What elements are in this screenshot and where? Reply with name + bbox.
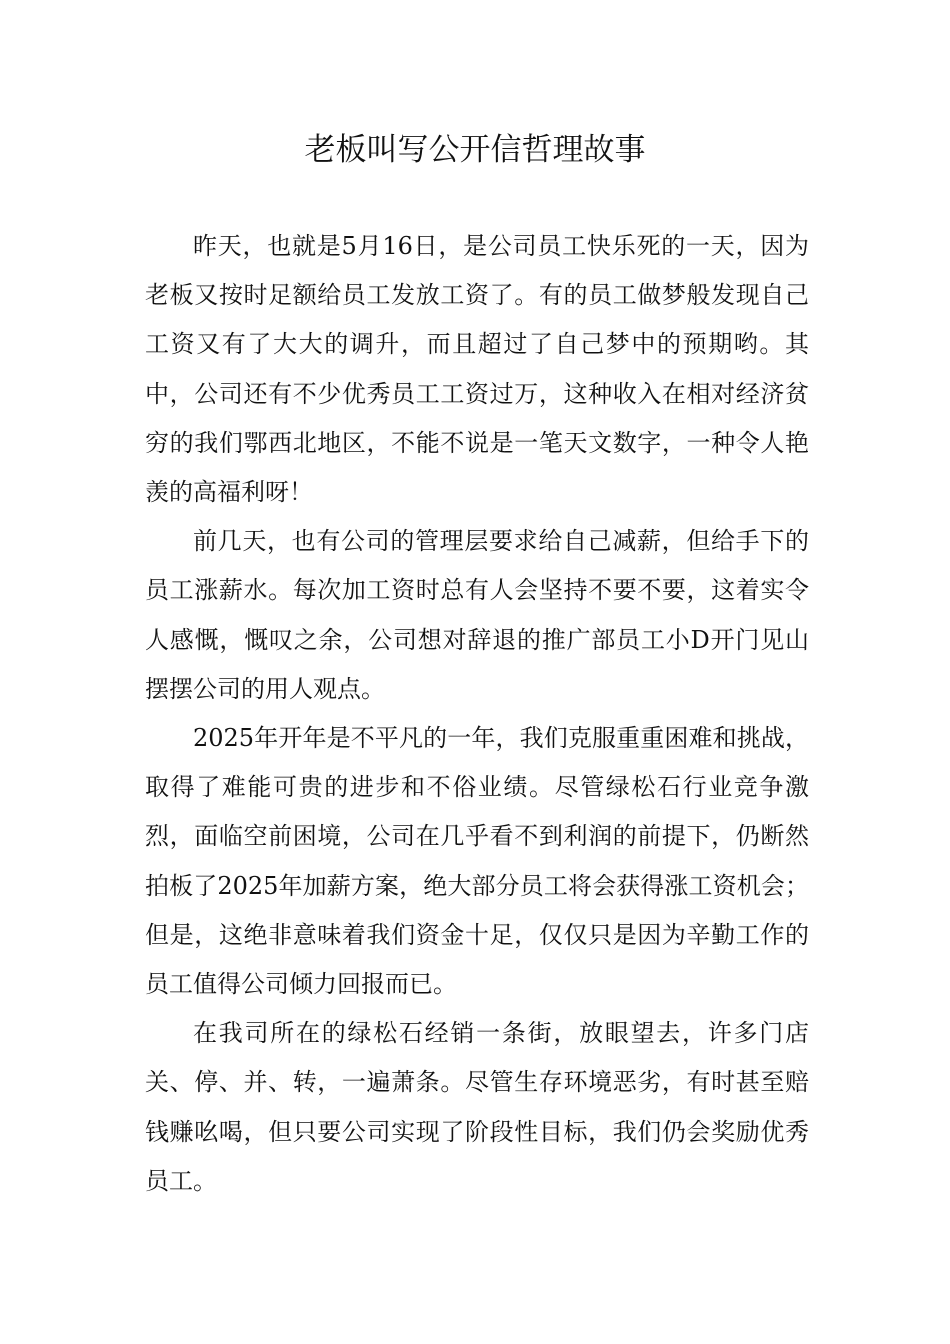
document-title: 老板叫写公开信哲理故事: [304, 132, 646, 168]
paragraph: 在我司所在的绿松石经销一条街，放眼望去，许多门店关、停、并、转，一遍萧条。尽管生存环境恶劣，有时甚至赔钱赚吆喝，但只要公司实现了阶段性目标，我们仍会奖励优秀员工。: [145, 1019, 809, 1195]
document-body: [145, 222, 809, 1206]
paragraph: 前几天，也有公司的管理层要求给自己减薪，但给手下的员工涨薪水。每次加工资时总有人会坚持不要不要，这着实令人感慨，慨叹之余，公司想对辞退的推广部员工小D开门见山摆摆公司的用人观点。: [145, 527, 809, 703]
paragraph: 昨天，也就是5月16日，是公司员工快乐死的一天，因为老板又按时足额给员工发放工资了。有的员工做梦般发现自己工资又有了大大的调升，而且超过了自己梦中的预期哟。其中，公司还有不少优秀员工工资过万，这种收入在相对经济贫穷的我们鄂西北地区，不能不说是一笔天文数字，一种令人艳羡的高福利呀！: [145, 232, 809, 507]
paragraph: 2025年开年是不平凡的一年，我们克服重重困难和挑战，取得了难能可贵的进步和不俗业绩。尽管绿松石行业竞争激烈，面临空前困境，公司在几乎看不到利润的前提下，仍断然拍板了2025年加薪方案，绝大部分员工将会获得涨工资机会；但是，这绝非意味着我们资金十足，仅仅只是因为辛勤工作的员工值得公司倾力回报而已。: [145, 724, 809, 999]
